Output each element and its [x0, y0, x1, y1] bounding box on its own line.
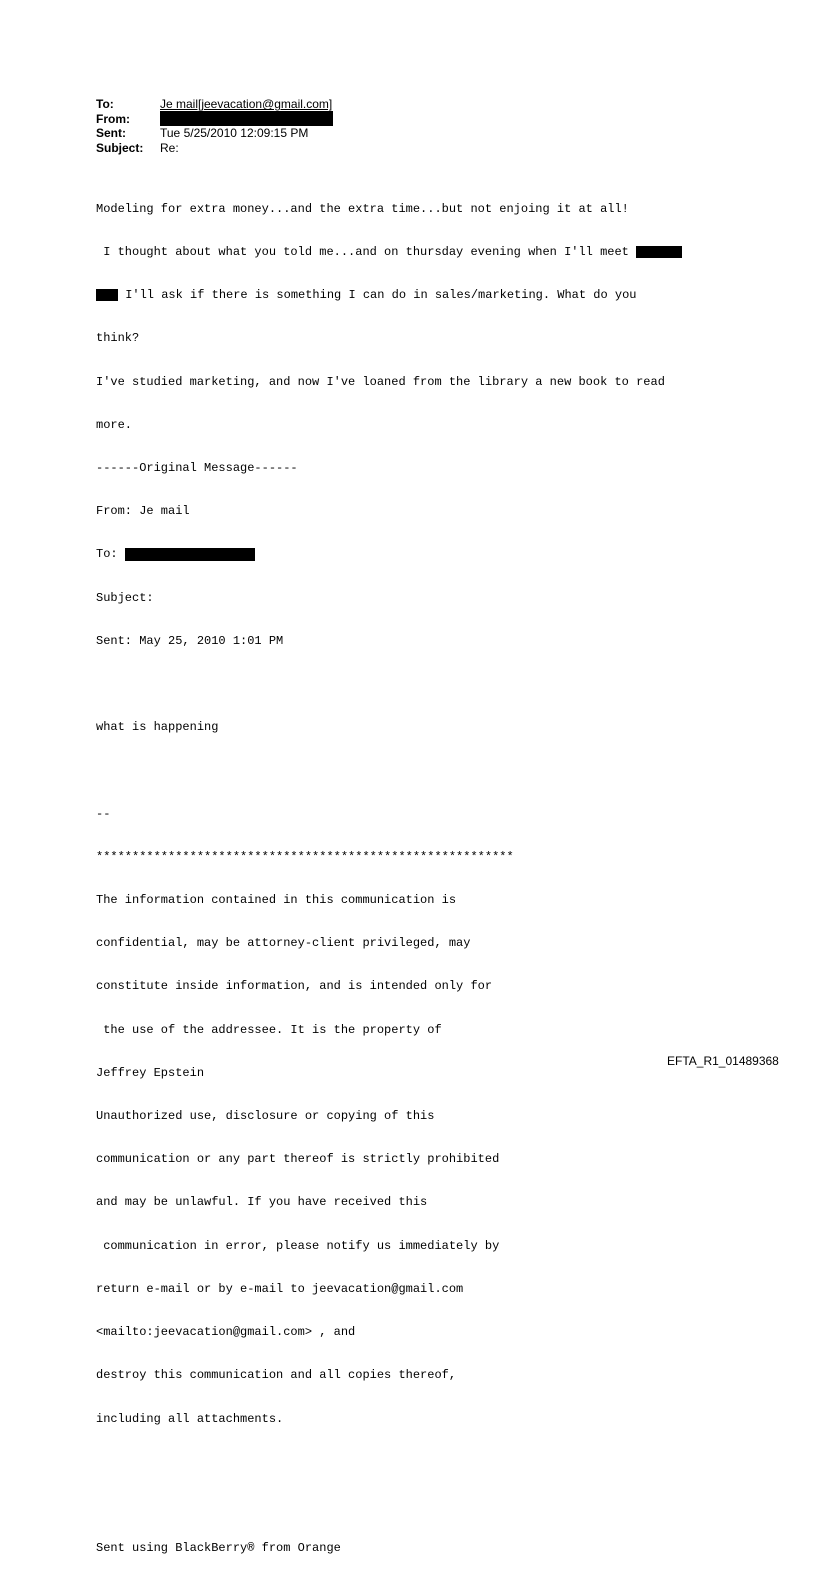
disclaimer-line [96, 1325, 682, 1339]
disclaimer-line [96, 1023, 682, 1037]
from-label: From: [96, 111, 130, 126]
body-text: destroy this communication and all copies thereof, [96, 1368, 457, 1383]
disclaimer-line [96, 979, 682, 993]
blank-line [96, 1455, 682, 1469]
from-row [96, 112, 333, 127]
sent-label: Sent: [96, 126, 126, 141]
redaction-box [125, 548, 255, 561]
body-line [96, 418, 682, 432]
disclaimer-line [96, 1195, 682, 1209]
disclaimer-line [96, 1239, 682, 1253]
original-from [96, 504, 682, 518]
disclaimer-line [96, 936, 682, 950]
disclaimer-line [96, 1152, 682, 1166]
star-divider [96, 850, 682, 864]
original-message-header [96, 461, 682, 475]
disclaimer-line [96, 1368, 682, 1382]
original-sent [96, 634, 682, 648]
to-value: Je mail[jeevacation@gmail.com] [160, 97, 333, 112]
disclaimer-line [96, 893, 682, 907]
email-header [96, 97, 333, 155]
subject-label: Subject: [96, 140, 144, 155]
signature-dash [96, 807, 682, 821]
redaction-box [636, 246, 682, 258]
disclaimer-line [96, 1109, 682, 1123]
disclaimer-line [96, 1282, 682, 1296]
body-text: I've studied marketing, and now I've loaned from the library a new book to read [96, 374, 665, 389]
body-text: To: [96, 547, 125, 562]
body-text: -- [96, 806, 111, 821]
body-text: the use of the addressee. It is the property of [96, 1022, 442, 1037]
body-text: I'll ask if there is something I can do in sales/marketing. What do you [118, 288, 637, 303]
disclaimer-line [96, 1066, 682, 1080]
blank-line [96, 677, 682, 691]
body-text: and may be unlawful. If you have received this [96, 1195, 428, 1210]
subject-value: Re: [160, 140, 179, 155]
body-line [96, 288, 682, 302]
body-text: ********************************************************** [96, 849, 514, 864]
blank-line [96, 1498, 682, 1512]
body-text: From: Je mail [96, 504, 190, 519]
body-text: confidential, may be attorney-client privileged, may [96, 936, 471, 951]
body-line [96, 245, 682, 259]
body-text: including all attachments. [96, 1411, 284, 1426]
body-text: Sent using BlackBerry® from Orange [96, 1541, 341, 1556]
body-text: return e-mail or by e-mail to jeevacation@gmail.com [96, 1281, 464, 1296]
signature-line [96, 1541, 682, 1555]
body-text: more. [96, 417, 133, 432]
body-text: constitute inside information, and is intended only for [96, 979, 493, 994]
redaction-box [96, 289, 118, 301]
body-text: Sent: May 25, 2010 1:01 PM [96, 633, 284, 648]
body-text: communication or any part thereof is strictly prohibited [96, 1152, 500, 1167]
body-text: The information contained in this communication is [96, 893, 457, 908]
body-line [96, 331, 682, 345]
body-text: think? [96, 331, 140, 346]
disclaimer-line [96, 1412, 682, 1426]
body-text: ------Original Message------ [96, 461, 298, 476]
body-line [96, 202, 682, 216]
original-message-text [96, 720, 682, 734]
body-text: Jeffrey Epstein [96, 1065, 205, 1080]
body-text: <mailto:jeevacation@gmail.com> , and [96, 1325, 356, 1340]
body-text: what is happening [96, 720, 219, 735]
body-text: I thought about what you told me...and on thursday evening when I'll meet [96, 245, 637, 260]
body-line [96, 375, 682, 389]
bates-number: EFTA_R1_01489368 [667, 1054, 779, 1068]
original-subject [96, 591, 682, 605]
original-to [96, 547, 682, 561]
sent-value: Tue 5/25/2010 12:09:15 PM [160, 126, 309, 141]
body-text: Unauthorized use, disclosure or copying of this [96, 1109, 435, 1124]
body-text: Modeling for extra money...and the extra time...but not enjoing it at all! [96, 201, 629, 216]
body-text: communication in error, please notify us immediately by [96, 1238, 500, 1253]
blank-line [96, 763, 682, 777]
body-text: Subject: [96, 590, 154, 605]
to-row [96, 97, 333, 112]
email-body [96, 173, 682, 1570]
redaction-box [160, 111, 333, 126]
sent-row [96, 126, 333, 141]
to-label: To: [96, 97, 114, 112]
subject-row [96, 141, 333, 156]
